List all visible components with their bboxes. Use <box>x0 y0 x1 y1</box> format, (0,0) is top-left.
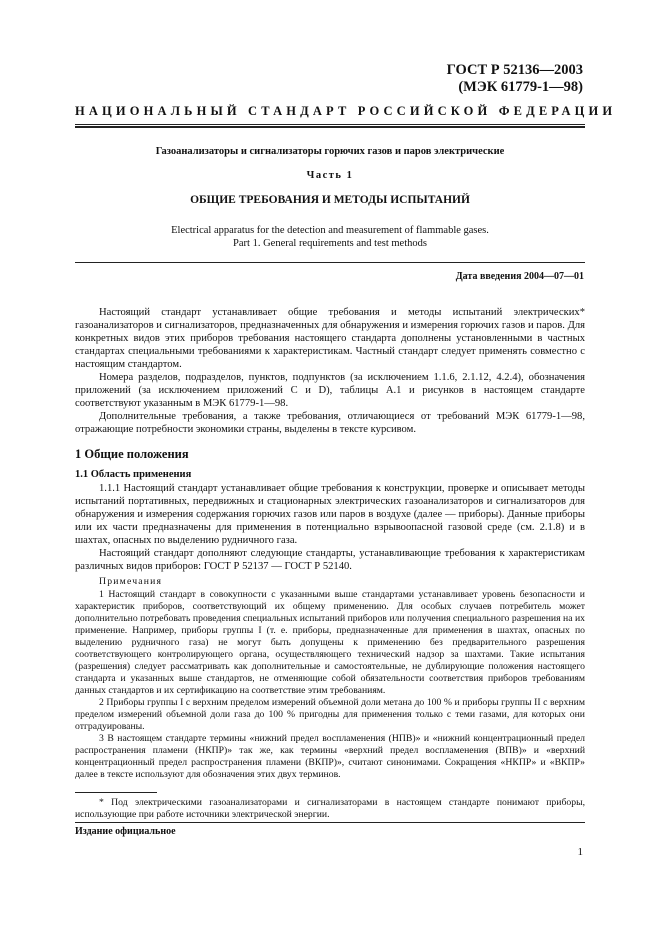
gost-code: ГОСТ Р 52136—2003 <box>446 62 583 78</box>
subsection-heading: 1.1 Область применения <box>75 469 192 480</box>
section-heading: 1 Общие положения <box>75 447 189 461</box>
intro-text <box>75 306 585 436</box>
note-item: 2 Приборы группы I с верхним пределом измерений объемной доли метана до 100 % и приборы группы II с верхним пределом измерений объемной доли газа до 100 % пригодны для применения только с теми газами, для которых они отградуированы. <box>75 697 585 732</box>
note-item: 3 В настоящем стандарте термины «нижний предел воспламенения (НПВ)» и «нижний концентрационный предел распространения пламени (НКПР)» так же, как термины «верхний предел воспламенения (ВПВ)» и «верхний концентрационный предел распространения пламени (ВКПР)», считают синонимами. Сокращения «НКПР» и «ВКПР» далее в тексте используют для обозначения этих двух терминов. <box>75 733 585 780</box>
intro-date: Дата введения 2004—07—01 <box>455 271 584 282</box>
english-title-line2: Part 1. General requirements and test methods <box>233 238 427 249</box>
document-title: ОБЩИЕ ТРЕБОВАНИЯ И МЕТОДЫ ИСПЫТАНИЙ <box>190 194 470 206</box>
footnote-text: * Под электрическими газоанализаторами и сигнализаторами в настоящем стандарте понимают приборы, использующие при работе источники электрической энергии. <box>75 797 585 820</box>
section-paragraph: Настоящий стандарт дополняют следующие стандарты, устанавливающие требования к характеристикам различных видов приборов: ГОСТ Р 52137 — ГОСТ Р 52140. <box>75 548 585 572</box>
header-rule-thin <box>75 124 585 125</box>
document-part: Часть 1 <box>306 170 354 181</box>
title-rule <box>75 262 585 263</box>
national-standard-banner: НАЦИОНАЛЬНЫЙ СТАНДАРТ РОССИЙСКОЙ ФЕДЕРАЦИИ <box>75 104 617 118</box>
footer-rule <box>75 822 585 823</box>
notes-list <box>75 589 585 781</box>
footnote-rule <box>75 792 157 793</box>
document-subject: Газоанализаторы и сигнализаторы горючих газов и паров электрические <box>155 146 505 157</box>
note-item: 1 Настоящий стандарт в совокупности с указанными выше стандартами устанавливает уровень безопасности и характеристик приборов, соответствующий их общему применению. Для особых случаев потребитель может дополнительно потребовать проведения специальных испытаний приборов или получения специального разрешения на их применение. Например, приборы группы I (т. е. приборы, предназначенные для применения в шахтах, опасных по выделению рудничного газа) не могут быть допущены к применению без предварительного разрешения соответствующего контролирующего органа, осуществляющего технический надзор за шахтами. Такие испытания (разрешения) следует рассматривать как дополнительные и самостоятельные, не дублирующие положения настоящего стандарта и указанных выше стандартов, не отменяющие собой обязательности соответствия приборов требованиям данных стандартов и их сертификацию на соответствие этим требованиям. <box>75 589 585 696</box>
footnote <box>75 797 585 821</box>
intro-paragraph: Настоящий стандарт устанавливает общие требования и методы испытаний электрических* газоанализаторов и сигнализаторов, предназначенных для обнаружения и измерения горючих газов и паров. Для конкретных видов этих приборов требования настоящего стандарта дополнены установленными в частных стандартах специальными требованиями к характеристикам. Частный стандарт следует применять совместно с настоящим стандартом. <box>75 307 585 370</box>
english-title-line1: Electrical apparatus for the detection and measurement of flammable gases. <box>171 225 489 236</box>
header-rule-thick <box>75 126 585 128</box>
intro-paragraph: Номера разделов, подразделов, пунктов, подпунктов (за исключением 1.1.6, 2.1.12, 4.2.4), обозначения приложений (за исключением приложений С и D), таблицы А.1 и рисунков в настоящем стандарте соответствуют указанным в МЭК 61779-1—98. <box>75 372 585 409</box>
section-text <box>75 482 585 573</box>
iec-code: (МЭК 61779-1—98) <box>458 79 583 95</box>
notes-title: Примечания <box>99 576 163 587</box>
english-title <box>75 224 585 250</box>
section-paragraph: 1.1.1 Настоящий стандарт устанавливает общие требования к конструкции, проверке и описывает методы испытаний портативных, передвижных и стационарных электрических газоанализаторов и сигнализаторов для обнаружения и измерения содержания горючих газов или паров в воздухе (далее — приборы). Данные приборы или их части предназначены для применения в потенциально взрывоопасной газовой среде (см. 2.1.8) и в шахтах, опасных по выделению рудничного газа. <box>75 483 585 546</box>
standard-code-block <box>447 62 583 96</box>
intro-paragraph: Дополнительные требования, а также требования, отличающиеся от требований МЭК 61779-1—98, отражающие потребности экономики страны, выделены в тексте курсивом. <box>75 411 585 435</box>
page-number: 1 <box>577 846 583 858</box>
edition-label: Издание официальное <box>75 826 176 837</box>
